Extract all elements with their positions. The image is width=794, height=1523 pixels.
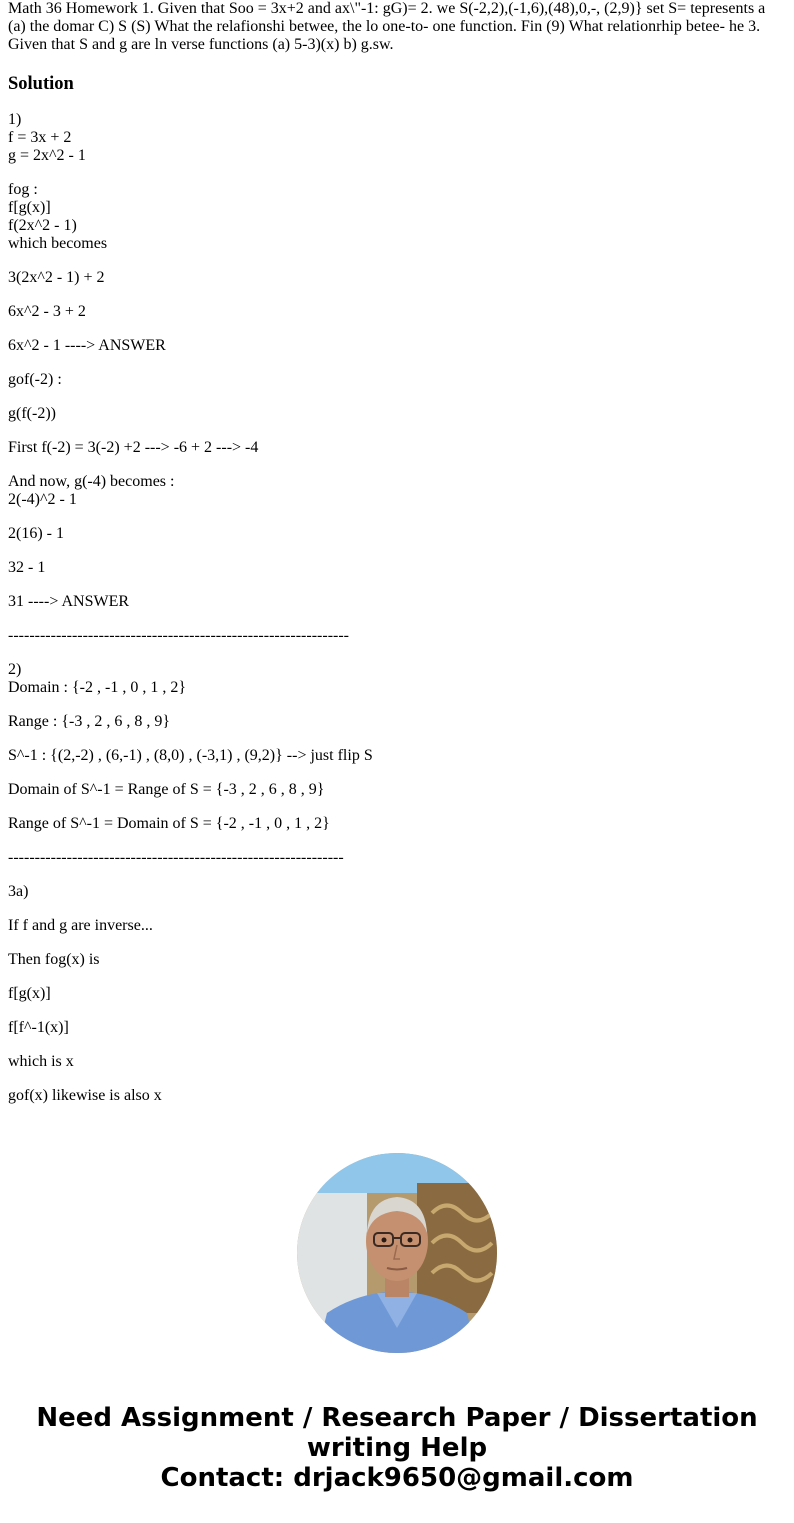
solution-line: Domain of S^-1 = Range of S = {-3 , 2 , 6 , 8 , 9} bbox=[8, 781, 325, 798]
solution-line: Range : {-3 , 2 , 6 , 8 , 9} bbox=[8, 713, 171, 730]
promo-line-2: writing Help bbox=[306, 1433, 488, 1463]
blank-line bbox=[8, 543, 786, 559]
question-text: Math 36 Homework 1. Given that Soo = 3x+2 and ax\"-1: gG)= 2. we S(-2,2),(-1,6),(48),0,-, (2,9)} set S= tepresents a (a) the domar C) S (S) What the relafionshi betwee, the lo one-to- one function. Fin (9) What relationrhip betee- he 3. Given that S and g are ln verse functions (a) 5-3)(x) b) g.sw. bbox=[8, 0, 766, 53]
solution-line: gof(x) likewise is also x bbox=[8, 1087, 162, 1104]
blank-line bbox=[8, 697, 786, 713]
solution-heading: Solution bbox=[8, 74, 74, 94]
blank-line bbox=[8, 645, 786, 661]
blank-line bbox=[8, 1071, 786, 1087]
solution-line: 3a) bbox=[8, 883, 29, 900]
blank-line bbox=[8, 799, 786, 815]
solution-line: S^-1 : {(2,-2) , (6,-1) , (8,0) , (-3,1) , (9,2)} --> just flip S bbox=[8, 747, 373, 764]
blank-line bbox=[8, 1037, 786, 1053]
solution-line: f[f^-1(x)] bbox=[8, 1019, 69, 1036]
blank-line bbox=[8, 321, 786, 337]
blank-line bbox=[8, 577, 786, 593]
solution-line: g = 2x^2 - 1 bbox=[8, 147, 86, 164]
blank-line bbox=[8, 935, 786, 951]
blank-line bbox=[8, 253, 786, 269]
solution-line: Domain : {-2 , -1 , 0 , 1 , 2} bbox=[8, 679, 187, 696]
blank-line bbox=[8, 611, 786, 627]
blank-line bbox=[8, 867, 786, 883]
solution-line: 6x^2 - 3 + 2 bbox=[8, 303, 86, 320]
solution-line: --------------------------------------------------------------- bbox=[8, 849, 344, 866]
promo-banner bbox=[0, 1403, 794, 1493]
solution-line: which is x bbox=[8, 1053, 74, 1070]
blank-line bbox=[8, 389, 786, 405]
solution-line: And now, g(-4) becomes : bbox=[8, 473, 175, 490]
solution-line: 2(-4)^2 - 1 bbox=[8, 491, 77, 508]
solution-line: f(2x^2 - 1) bbox=[8, 217, 77, 234]
blank-line bbox=[8, 355, 786, 371]
solution-line: Then fog(x) is bbox=[8, 951, 100, 968]
blank-line bbox=[8, 457, 786, 473]
solution-line: First f(-2) = 3(-2) +2 ---> -6 + 2 ---> -4 bbox=[8, 439, 259, 456]
blank-line bbox=[8, 833, 786, 849]
document-body bbox=[8, 0, 786, 1105]
blank-line bbox=[8, 287, 786, 303]
solution-line: 6x^2 - 1 ----> ANSWER bbox=[8, 337, 166, 354]
solution-lines bbox=[8, 111, 786, 1105]
blank-line bbox=[8, 509, 786, 525]
blank-line bbox=[8, 423, 786, 439]
solution-line: which becomes bbox=[8, 235, 108, 252]
promo-line-1: Need Assignment / Research Paper / Dissertation bbox=[36, 1403, 758, 1433]
solution-line: 32 - 1 bbox=[8, 559, 46, 576]
solution-line: 2(16) - 1 bbox=[8, 525, 64, 542]
avatar bbox=[297, 1153, 497, 1353]
blank-line bbox=[8, 165, 786, 181]
solution-line: If f and g are inverse... bbox=[8, 917, 153, 934]
solution-line: gof(-2) : bbox=[8, 371, 62, 388]
person-avatar-icon bbox=[297, 1153, 497, 1353]
blank-line bbox=[8, 731, 786, 747]
blank-line bbox=[8, 901, 786, 917]
solution-line: ---------------------------------------------------------------- bbox=[8, 627, 349, 644]
solution-line: f[g(x)] bbox=[8, 199, 51, 216]
solution-line: 2) bbox=[8, 661, 22, 678]
solution-line: fog : bbox=[8, 181, 38, 198]
solution-line: g(f(-2)) bbox=[8, 405, 56, 422]
solution-line: 1) bbox=[8, 111, 22, 128]
solution-line: f = 3x + 2 bbox=[8, 129, 72, 146]
solution-line: 31 ----> ANSWER bbox=[8, 593, 130, 610]
blank-line bbox=[8, 1003, 786, 1019]
blank-line bbox=[8, 765, 786, 781]
solution-line: Range of S^-1 = Domain of S = {-2 , -1 , 0 , 1 , 2} bbox=[8, 815, 330, 832]
solution-line: f[g(x)] bbox=[8, 985, 51, 1002]
solution-line: 3(2x^2 - 1) + 2 bbox=[8, 269, 105, 286]
blank-line bbox=[8, 969, 786, 985]
promo-contact: Contact: drjack9650@gmail.com bbox=[160, 1463, 634, 1493]
